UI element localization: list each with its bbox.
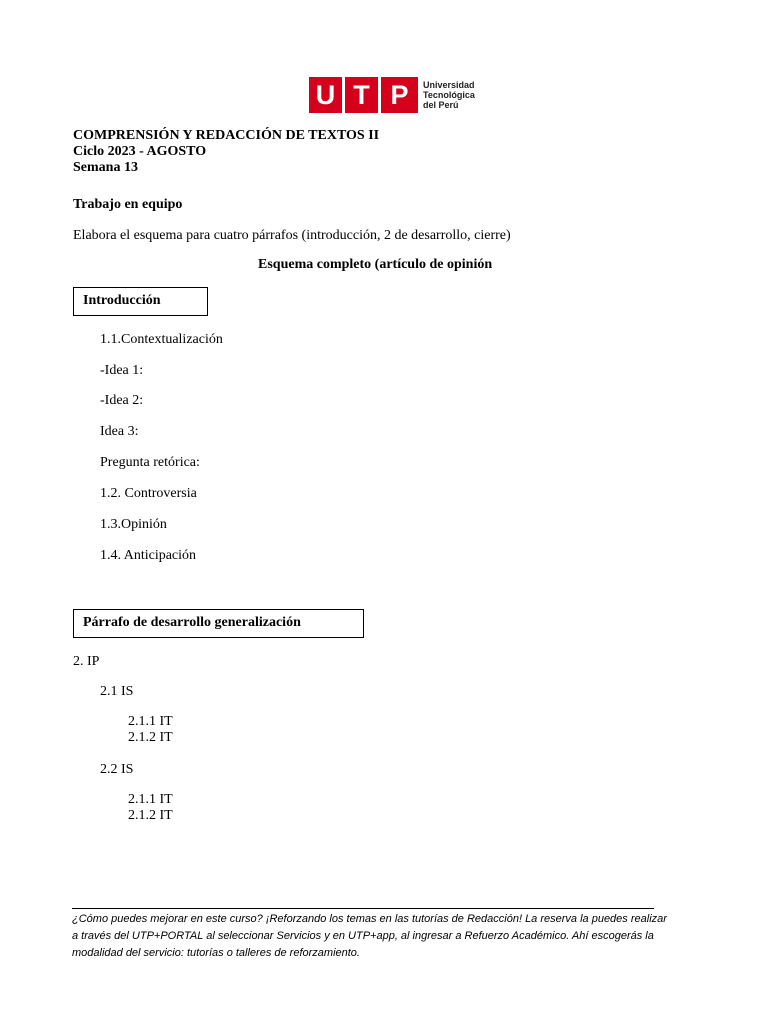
- logo-letter-u: U: [309, 77, 342, 113]
- development-heading-box: [73, 609, 364, 638]
- logo-letter-t: T: [345, 77, 378, 113]
- it-item: 2.1.2 IT: [128, 730, 173, 745]
- week-label: Semana 13: [73, 160, 138, 175]
- footer-note: ¿Cómo puedes mejorar en este curso? ¡Reforzando los temas en las tutorías de Redacción! La reserva la puedes realizar a través del UTP+PORTAL al seleccionar Servicios y en UTP+app, al ingresar a Refuerzo Académico. Ahí escogerás la modalidad del servicio: tutorías o talleres de reforzamiento.: [72, 913, 667, 959]
- is-label: 2.2 IS: [100, 762, 134, 777]
- development-heading: Párrafo de desarrollo generalización: [83, 615, 301, 630]
- logo-line: del Perú: [423, 100, 459, 110]
- cycle-label: Ciclo 2023 - AGOSTO: [73, 144, 207, 159]
- list-item: -Idea 1:: [100, 363, 144, 378]
- intro-heading-box: [73, 287, 208, 316]
- logo-wordmark: [423, 80, 475, 110]
- it-item: 2.1.1 IT: [128, 792, 173, 807]
- task-title: Trabajo en equipo: [73, 197, 183, 212]
- course-title: COMPRENSIÓN Y REDACCIÓN DE TEXTOS II: [73, 128, 380, 143]
- list-item: 1.4. Anticipación: [100, 548, 197, 563]
- ip-label: 2. IP: [73, 654, 100, 669]
- intro-heading: Introducción: [83, 293, 161, 308]
- scheme-title: Esquema completo (artículo de opinión: [258, 257, 493, 272]
- list-item: 1.3.Opinión: [100, 517, 167, 532]
- list-item: Pregunta retórica:: [100, 455, 200, 470]
- list-item: 1.1.Contextualización: [100, 332, 223, 347]
- footer-divider: [72, 908, 654, 909]
- list-item: 1.2. Controversia: [100, 486, 197, 501]
- is-label: 2.1 IS: [100, 684, 134, 699]
- it-item: 2.1.2 IT: [128, 808, 173, 823]
- list-item: Idea 3:: [100, 424, 139, 439]
- it-item: 2.1.1 IT: [128, 714, 173, 729]
- task-instruction: Elabora el esquema para cuatro párrafos (introducción, 2 de desarrollo, cierre): [73, 228, 511, 243]
- logo-line: Tecnológica: [423, 90, 475, 100]
- list-item: -Idea 2:: [100, 393, 144, 408]
- logo-letter-p: P: [381, 77, 418, 113]
- logo-line: Universidad: [423, 80, 475, 90]
